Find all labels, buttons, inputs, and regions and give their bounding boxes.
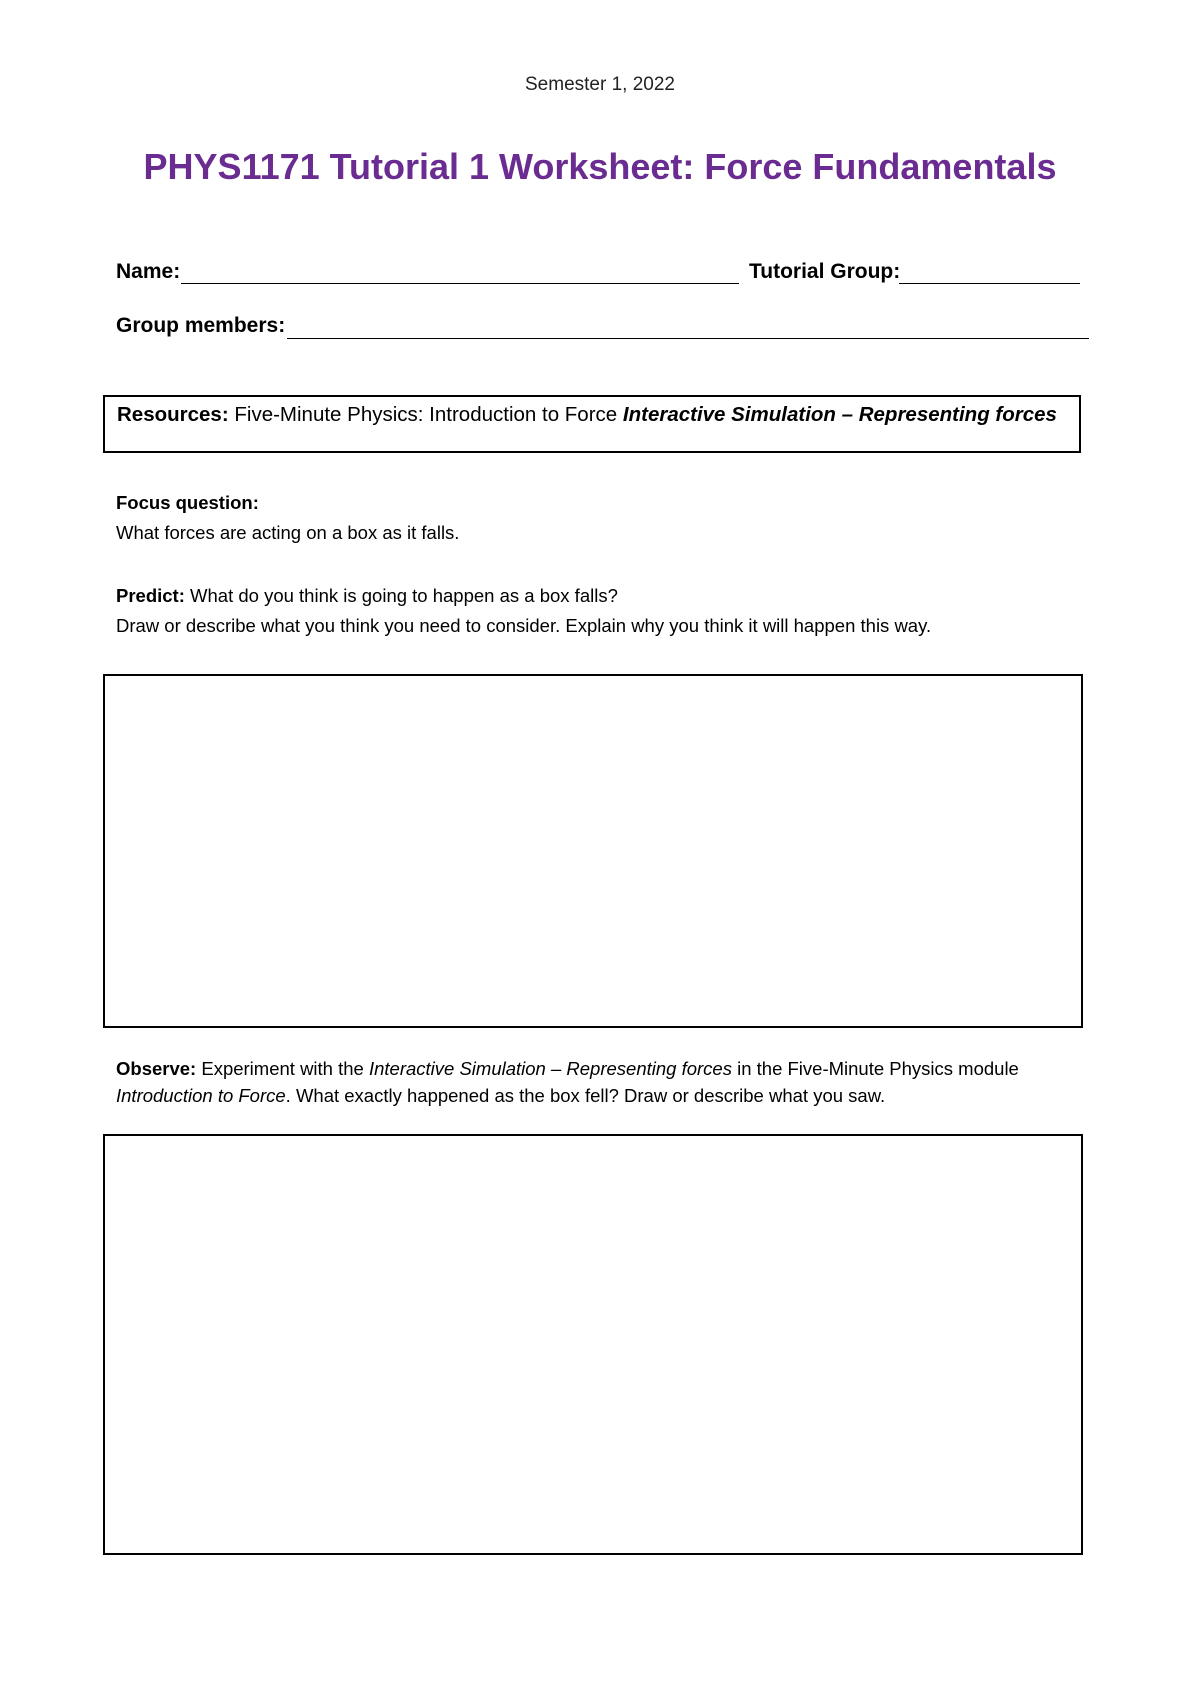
resources-simulation: Interactive Simulation – Representing forces [622, 403, 1057, 426]
predict-instruction: Draw or describe what you think you need to consider. Explain why you think it will happen this way. [116, 615, 932, 636]
resources-text: Five-Minute Physics: Introduction to Force [234, 403, 618, 426]
observe-module: Introduction to Force [116, 1085, 286, 1106]
group-members-label: Group members: [116, 314, 286, 337]
resources-label: Resources: [117, 403, 229, 426]
resources-box [103, 395, 1081, 453]
tutorial-group-field[interactable] [899, 283, 1080, 284]
observe-simulation: Interactive Simulation – Representing forces [368, 1058, 732, 1079]
group-members-field[interactable] [287, 338, 1089, 339]
name-field[interactable] [181, 283, 739, 284]
predict-line [116, 581, 618, 610]
observe-paragraph: Observe: Experiment with the Interactive Simulation – Representing forces in the Five-Minute Physics module Introduction to Force. What exactly happened as the box fell? Draw or describe what you saw. [116, 1058, 1019, 1106]
page-title: PHYS1171 Tutorial 1 Worksheet: Force Fundamentals [143, 146, 1057, 187]
observe-label: Observe: [116, 1058, 197, 1079]
predict-text: What do you think is going to happen as a box falls? [190, 585, 618, 606]
predict-label: Predict: [116, 585, 185, 606]
semester-header: Semester 1, 2022 [525, 74, 675, 95]
focus-question-text: What forces are acting on a box as it falls. [116, 522, 460, 543]
observe-answer-box[interactable] [103, 1134, 1083, 1555]
name-label: Name: [116, 260, 181, 283]
tutorial-group-label: Tutorial Group: [749, 260, 901, 283]
predict-answer-box[interactable] [103, 674, 1083, 1028]
focus-question-label: Focus question: [116, 492, 259, 513]
